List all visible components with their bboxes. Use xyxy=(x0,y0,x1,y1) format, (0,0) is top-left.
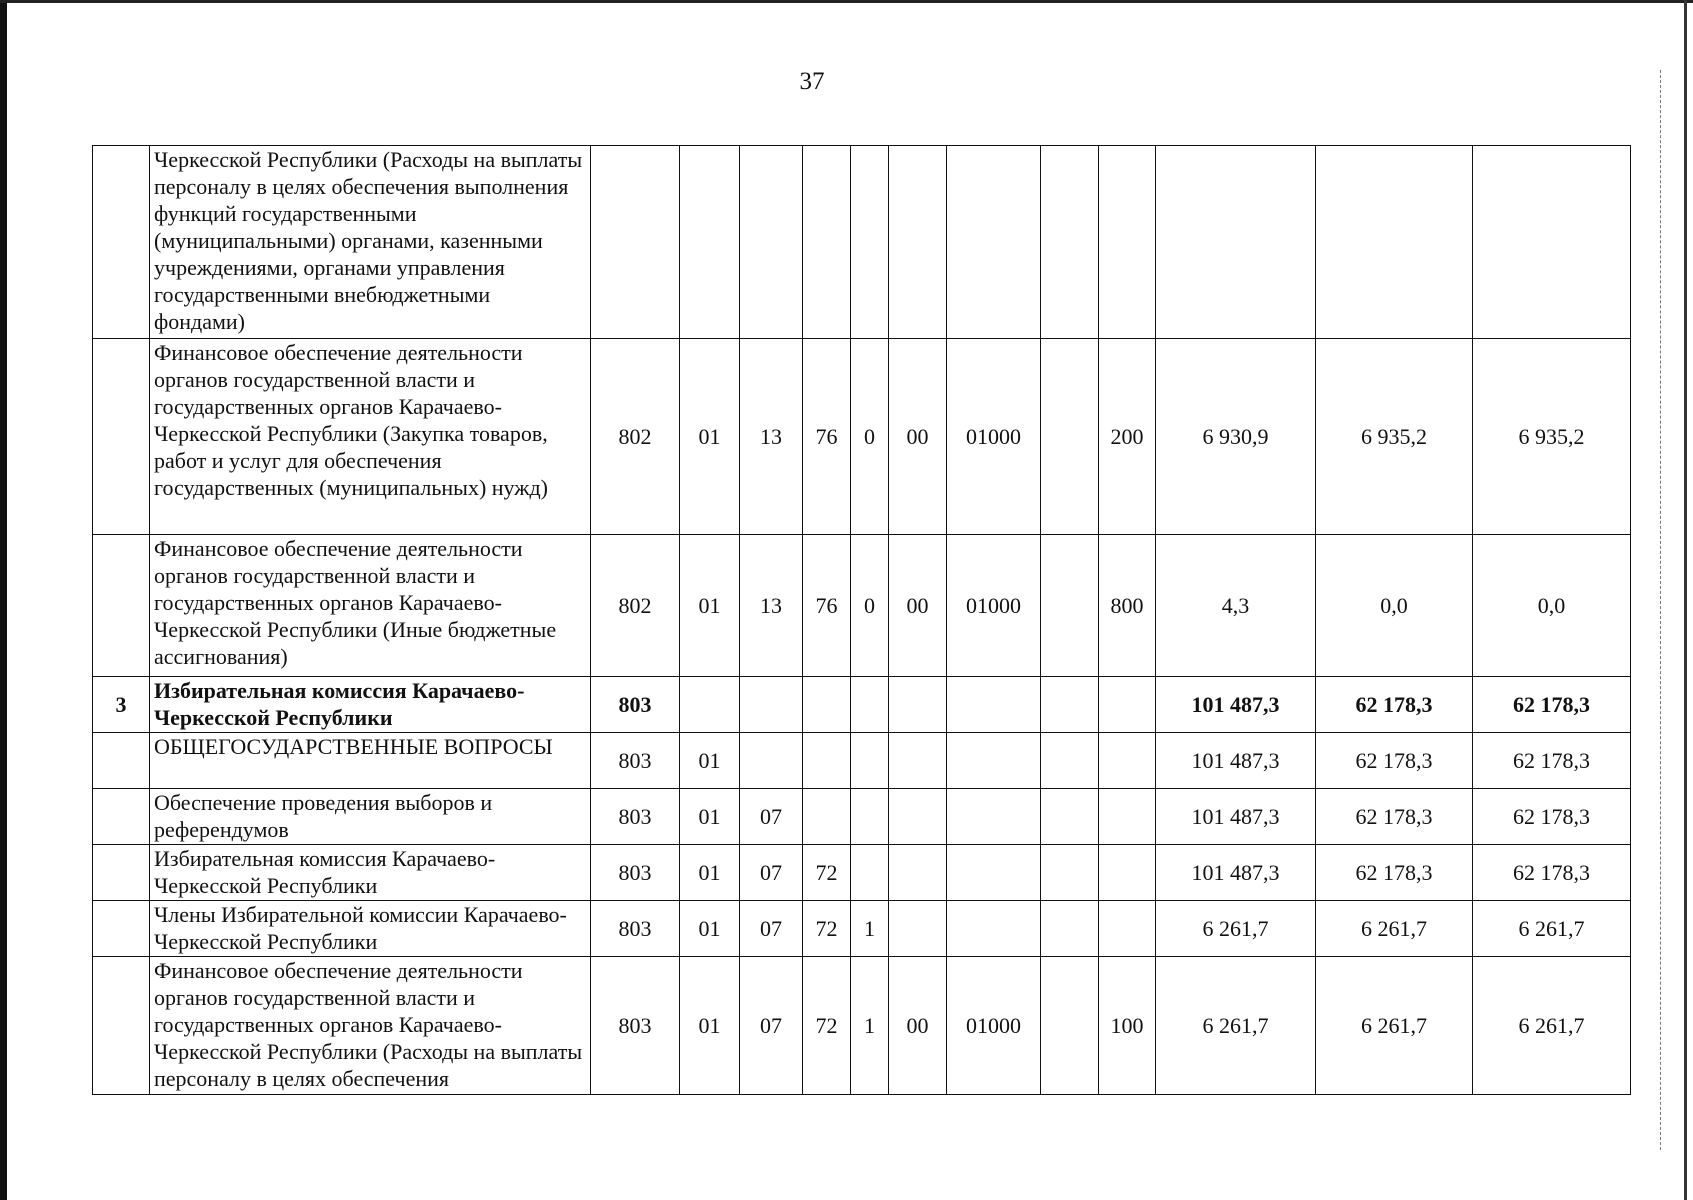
code-vr xyxy=(1099,901,1156,957)
scan-edge-left xyxy=(0,0,7,1200)
code-program: 76 xyxy=(803,535,851,677)
code-direction xyxy=(947,677,1041,733)
code-vr xyxy=(1099,733,1156,789)
code-rz: 01 xyxy=(680,339,740,535)
table-row xyxy=(93,339,1631,535)
row-name: Обеспечение проведения выборов и референдумов xyxy=(150,789,591,845)
amount-year2: 6 261,7 xyxy=(1316,901,1473,957)
amount-year2: 62 178,3 xyxy=(1316,733,1473,789)
code-direction xyxy=(947,733,1041,789)
amount-year2: 6 935,2 xyxy=(1316,339,1473,535)
amount-year2: 62 178,3 xyxy=(1316,845,1473,901)
amount-year3: 0,0 xyxy=(1473,535,1631,677)
row-name: Финансовое обеспечение деятельности органов государственной власти и государственных органов Карачаево-Черкесской Республики (Закупка товаров, работ и услуг для обеспечения государственных (муниципальных) нужд) xyxy=(150,339,591,535)
code-extra xyxy=(1041,789,1099,845)
amount-year2: 62 178,3 xyxy=(1316,789,1473,845)
row-number xyxy=(93,339,150,535)
amount-year3: 62 178,3 xyxy=(1473,789,1631,845)
row-number xyxy=(93,733,150,789)
code-extra xyxy=(1041,677,1099,733)
code-main-event xyxy=(889,845,947,901)
code-pr: 13 xyxy=(740,339,803,535)
row-number xyxy=(93,901,150,957)
code-extra xyxy=(1041,901,1099,957)
code-extra xyxy=(1041,339,1099,535)
code-main-event: 00 xyxy=(889,535,947,677)
code-vr xyxy=(1099,845,1156,901)
row-number xyxy=(93,146,150,339)
code-glv: 803 xyxy=(591,733,680,789)
code-rz: 01 xyxy=(680,535,740,677)
row-name: Черкесской Республики (Расходы на выплаты персоналу в целях обеспечения выполнения функций государственными (муниципальными) органами, казенными учреждениями, органами управления государственными внебюджетными фондами) xyxy=(150,146,591,339)
code-vr: 800 xyxy=(1099,535,1156,677)
code-glv: 803 xyxy=(591,845,680,901)
amount-year1: 6 930,9 xyxy=(1156,339,1316,535)
code-extra xyxy=(1041,845,1099,901)
code-glv: 803 xyxy=(591,789,680,845)
table-row xyxy=(93,677,1631,733)
code-rz: 01 xyxy=(680,957,740,1095)
code-glv: 803 xyxy=(591,677,680,733)
scan-edge-right xyxy=(1684,0,1687,1200)
table-row xyxy=(93,146,1631,339)
code-program xyxy=(803,146,851,339)
code-rz: 01 xyxy=(680,789,740,845)
row-name: Избирательная комиссия Карачаево-Черкесской Республики xyxy=(150,677,591,733)
row-name: Избирательная комиссия Карачаево-Черкесской Республики xyxy=(150,845,591,901)
code-main-event xyxy=(889,677,947,733)
code-pr xyxy=(740,733,803,789)
code-direction xyxy=(947,901,1041,957)
code-subprogram xyxy=(851,845,889,901)
code-pr xyxy=(740,146,803,339)
code-main-event xyxy=(889,733,947,789)
code-glv: 803 xyxy=(591,957,680,1095)
amount-year3 xyxy=(1473,146,1631,339)
code-direction: 01000 xyxy=(947,339,1041,535)
amount-year1: 101 487,3 xyxy=(1156,789,1316,845)
code-extra xyxy=(1041,535,1099,677)
code-direction: 01000 xyxy=(947,535,1041,677)
table-row xyxy=(93,845,1631,901)
amount-year1: 101 487,3 xyxy=(1156,733,1316,789)
code-glv xyxy=(591,146,680,339)
code-vr: 100 xyxy=(1099,957,1156,1095)
code-rz: 01 xyxy=(680,733,740,789)
code-main-event: 00 xyxy=(889,957,947,1095)
code-vr xyxy=(1099,789,1156,845)
table-row xyxy=(93,901,1631,957)
code-main-event xyxy=(889,146,947,339)
code-main-event: 00 xyxy=(889,339,947,535)
code-pr: 07 xyxy=(740,901,803,957)
code-subprogram xyxy=(851,733,889,789)
code-subprogram: 0 xyxy=(851,535,889,677)
code-main-event xyxy=(889,789,947,845)
code-program xyxy=(803,677,851,733)
code-program: 76 xyxy=(803,339,851,535)
code-main-event xyxy=(889,901,947,957)
code-rz: 01 xyxy=(680,845,740,901)
row-number xyxy=(93,535,150,677)
code-subprogram xyxy=(851,789,889,845)
code-subprogram: 1 xyxy=(851,957,889,1095)
row-name: Члены Избирательной комиссии Карачаево-Черкесской Республики xyxy=(150,901,591,957)
scan-dashed-mark xyxy=(1660,70,1662,1150)
code-pr xyxy=(740,677,803,733)
code-program: 72 xyxy=(803,901,851,957)
row-number xyxy=(93,789,150,845)
code-direction xyxy=(947,146,1041,339)
amount-year1: 6 261,7 xyxy=(1156,901,1316,957)
row-number xyxy=(93,845,150,901)
code-glv: 802 xyxy=(591,339,680,535)
row-name: Финансовое обеспечение деятельности органов государственной власти и государственных органов Карачаево-Черкесской Республики (Иные бюджетные ассигнования) xyxy=(150,535,591,677)
scan-edge-top xyxy=(0,0,1693,3)
amount-year2: 62 178,3 xyxy=(1316,677,1473,733)
code-direction: 01000 xyxy=(947,957,1041,1095)
code-subprogram xyxy=(851,146,889,339)
code-extra xyxy=(1041,957,1099,1095)
code-program: 72 xyxy=(803,845,851,901)
row-name: Финансовое обеспечение деятельности органов государственной власти и государственных органов Карачаево-Черкесской Республики (Расходы на выплаты персоналу в целях обеспечения xyxy=(150,957,591,1095)
code-pr: 13 xyxy=(740,535,803,677)
amount-year2: 0,0 xyxy=(1316,535,1473,677)
code-direction xyxy=(947,789,1041,845)
code-rz xyxy=(680,677,740,733)
budget-table xyxy=(92,145,1631,1095)
amount-year3: 6 261,7 xyxy=(1473,957,1631,1095)
amount-year1: 4,3 xyxy=(1156,535,1316,677)
table-row xyxy=(93,535,1631,677)
table-row xyxy=(93,733,1631,789)
amount-year2: 6 261,7 xyxy=(1316,957,1473,1095)
code-extra xyxy=(1041,733,1099,789)
code-glv: 803 xyxy=(591,901,680,957)
code-direction xyxy=(947,845,1041,901)
code-rz: 01 xyxy=(680,901,740,957)
amount-year3: 62 178,3 xyxy=(1473,733,1631,789)
code-vr: 200 xyxy=(1099,339,1156,535)
table-row xyxy=(93,789,1631,845)
amount-year3: 6 935,2 xyxy=(1473,339,1631,535)
row-number: 3 xyxy=(93,677,150,733)
amount-year1: 6 261,7 xyxy=(1156,957,1316,1095)
amount-year3: 62 178,3 xyxy=(1473,845,1631,901)
code-program xyxy=(803,733,851,789)
code-pr: 07 xyxy=(740,845,803,901)
row-number xyxy=(93,957,150,1095)
table-row xyxy=(93,957,1631,1095)
code-glv: 802 xyxy=(591,535,680,677)
amount-year1 xyxy=(1156,146,1316,339)
code-program xyxy=(803,789,851,845)
amount-year1: 101 487,3 xyxy=(1156,845,1316,901)
amount-year3: 62 178,3 xyxy=(1473,677,1631,733)
amount-year2 xyxy=(1316,146,1473,339)
code-pr: 07 xyxy=(740,789,803,845)
code-rz xyxy=(680,146,740,339)
code-subprogram: 0 xyxy=(851,339,889,535)
code-pr: 07 xyxy=(740,957,803,1095)
code-subprogram: 1 xyxy=(851,901,889,957)
code-program: 72 xyxy=(803,957,851,1095)
code-vr xyxy=(1099,146,1156,339)
table-body xyxy=(93,146,1631,1095)
code-extra xyxy=(1041,146,1099,339)
amount-year1: 101 487,3 xyxy=(1156,677,1316,733)
code-vr xyxy=(1099,677,1156,733)
page-number: 37 xyxy=(799,68,825,95)
row-name: ОБЩЕГОСУДАРСТВЕННЫЕ ВОПРОСЫ xyxy=(150,733,591,789)
code-subprogram xyxy=(851,677,889,733)
amount-year3: 6 261,7 xyxy=(1473,901,1631,957)
